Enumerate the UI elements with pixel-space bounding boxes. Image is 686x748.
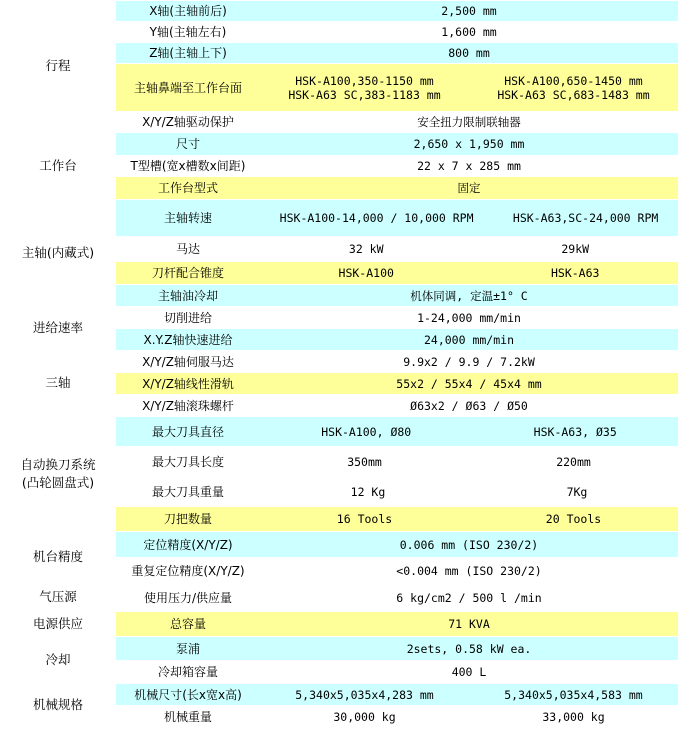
value-1: 350mm: [347, 454, 382, 469]
row-value: 0.006 mm (ISO 230/2): [260, 531, 678, 557]
value-1: 5,340x5,035x4,283 mm: [295, 687, 434, 702]
value-2: HSK-A63: [550, 266, 600, 280]
spec-row: [0, 199, 686, 236]
category-atc-line2: (凸轮圆盘式): [21, 474, 95, 490]
row-value: 71 KVA: [260, 611, 678, 636]
value-2: HSK-A100,650-1450 mm: [504, 73, 643, 88]
row-label: 刀杆配合锥度: [116, 261, 260, 284]
value-1: HSK-A100,350-1150 mm: [295, 73, 434, 88]
spec-row: [0, 583, 686, 611]
row-value: 2,500 mm: [260, 0, 678, 21]
row-value: 2sets, 0.58 kW ea.: [260, 636, 678, 660]
row-value: 安全扭力限制联轴器: [260, 111, 678, 132]
value-2: 7Kg: [566, 484, 588, 499]
row-value-pair: [260, 476, 678, 506]
row-label: 冷却箱容量: [116, 660, 260, 683]
spec-row: [0, 611, 686, 636]
row-label: 最大刀具直径: [116, 416, 260, 446]
category-atc-line1: 自动换刀系统: [20, 456, 96, 472]
row-value-pair: [260, 683, 678, 705]
category-machine: 机械规格: [0, 683, 116, 727]
spec-row: [0, 636, 686, 660]
row-label: 切削进给: [116, 306, 260, 328]
value-2: 29kW: [561, 242, 590, 256]
category-atc: [0, 416, 116, 531]
value-2: 33,000 kg: [542, 709, 605, 724]
category-coolant: 冷却: [0, 636, 116, 683]
value-4: HSK-A63 SC,683-1483 mm: [497, 87, 650, 102]
row-value: 1,600 mm: [260, 21, 678, 42]
row-value: 固定: [260, 176, 678, 199]
row-value: 2,650 x 1,950 mm: [260, 132, 678, 155]
value-1: 30,000 kg: [333, 709, 396, 724]
row-label: X轴(主轴前后): [116, 0, 260, 21]
row-label: X/Y/Z轴线性滑轨: [116, 372, 260, 394]
row-label: 使用压力/供应量: [116, 583, 260, 611]
row-value-pair: [260, 261, 678, 284]
spec-row: [0, 306, 686, 328]
row-value-pair: [260, 705, 678, 727]
row-label: Z轴(主轴上下): [116, 42, 260, 63]
row-value: 24,000 mm/min: [260, 328, 678, 350]
row-label: X/Y/Z轴驱动保护: [116, 111, 260, 132]
spec-row: [0, 0, 686, 21]
row-label: 机械尺寸(长x宽x高): [116, 683, 260, 705]
row-label: 主轴鼻端至工作台面: [116, 63, 260, 111]
spec-row: [0, 416, 686, 446]
row-label: X/Y/Z轴伺服马达: [116, 350, 260, 372]
value-2: 5,340x5,035x4,583 mm: [504, 687, 643, 702]
row-label: Y轴(主轴左右): [116, 21, 260, 42]
category-spindle: 主轴(内藏式): [0, 199, 116, 306]
value-1: HSK-A100: [338, 266, 394, 280]
value-2: 20 Tools: [545, 512, 602, 526]
row-label: X/Y/Z轴滚珠螺杆: [116, 394, 260, 416]
spec-row: [0, 350, 686, 372]
row-label: 主轴油冷却: [116, 284, 260, 306]
category-axes: 三轴: [0, 350, 116, 416]
value-1: 32 kW: [348, 242, 384, 256]
row-label: 定位精度(X/Y/Z): [116, 531, 260, 557]
row-label: 尺寸: [116, 132, 260, 155]
category-table: 工作台: [0, 132, 116, 199]
value-2: HSK-A63,SC-24,000 RPM: [512, 211, 659, 225]
category-power: 电源供应: [0, 611, 116, 636]
category-feed: 进给速率: [0, 306, 116, 350]
row-value: Ø63x2 / Ø63 / Ø50: [260, 394, 678, 416]
value-2: 220mm: [556, 454, 591, 469]
row-label: X.Y.Z轴快速进给: [116, 328, 260, 350]
row-value: 机体同调, 定温±1° C: [260, 284, 678, 306]
row-value-pair: [260, 416, 678, 446]
spec-row: [0, 683, 686, 705]
row-value: 55x2 / 55x4 / 45x4 mm: [260, 372, 678, 394]
row-label: 刀把数量: [116, 506, 260, 531]
value-1: 16 Tools: [336, 512, 393, 526]
value-1: HSK-A100, Ø80: [321, 424, 412, 439]
category-travel: 行程: [0, 0, 116, 132]
row-label: 总容量: [116, 611, 260, 636]
value-3: HSK-A63 SC,383-1183 mm: [288, 87, 441, 102]
value-2: HSK-A63, Ø35: [533, 424, 617, 439]
row-label: T型槽(宽x槽数x间距): [116, 155, 260, 176]
row-label: 重复定位精度(X/Y/Z): [116, 557, 260, 583]
row-label: 机械重量: [116, 705, 260, 727]
value-1: 12 Kg: [350, 484, 386, 499]
row-label: 主轴转速: [116, 199, 260, 236]
row-value: 1-24,000 mm/min: [260, 306, 678, 328]
category-accuracy: 机台精度: [0, 531, 116, 583]
row-value-quad: [260, 63, 678, 111]
row-label: 工作台型式: [116, 176, 260, 199]
spec-row: [0, 531, 686, 557]
row-value-pair: [260, 199, 678, 236]
spec-row: [0, 132, 686, 155]
row-value-pair: [260, 236, 678, 261]
row-value: 800 mm: [260, 42, 678, 63]
row-value: 9.9x2 / 9.9 / 7.2kW: [260, 350, 678, 372]
row-value: <0.004 mm (ISO 230/2): [260, 557, 678, 583]
value-1: HSK-A100-14,000 / 10,000 RPM: [279, 211, 474, 225]
row-label: 最大刀具重量: [116, 476, 260, 506]
row-value: 6 kg/cm2 / 500 l /min: [260, 583, 678, 611]
row-value: 400 L: [260, 660, 678, 683]
row-label: 泵浦: [116, 636, 260, 660]
row-value-pair: [260, 506, 678, 531]
row-label: 马达: [116, 236, 260, 261]
row-label: 最大刀具长度: [116, 446, 260, 476]
category-air: 气压源: [0, 583, 116, 611]
row-value: 22 x 7 x 285 mm: [260, 155, 678, 176]
row-value-pair: [260, 446, 678, 476]
